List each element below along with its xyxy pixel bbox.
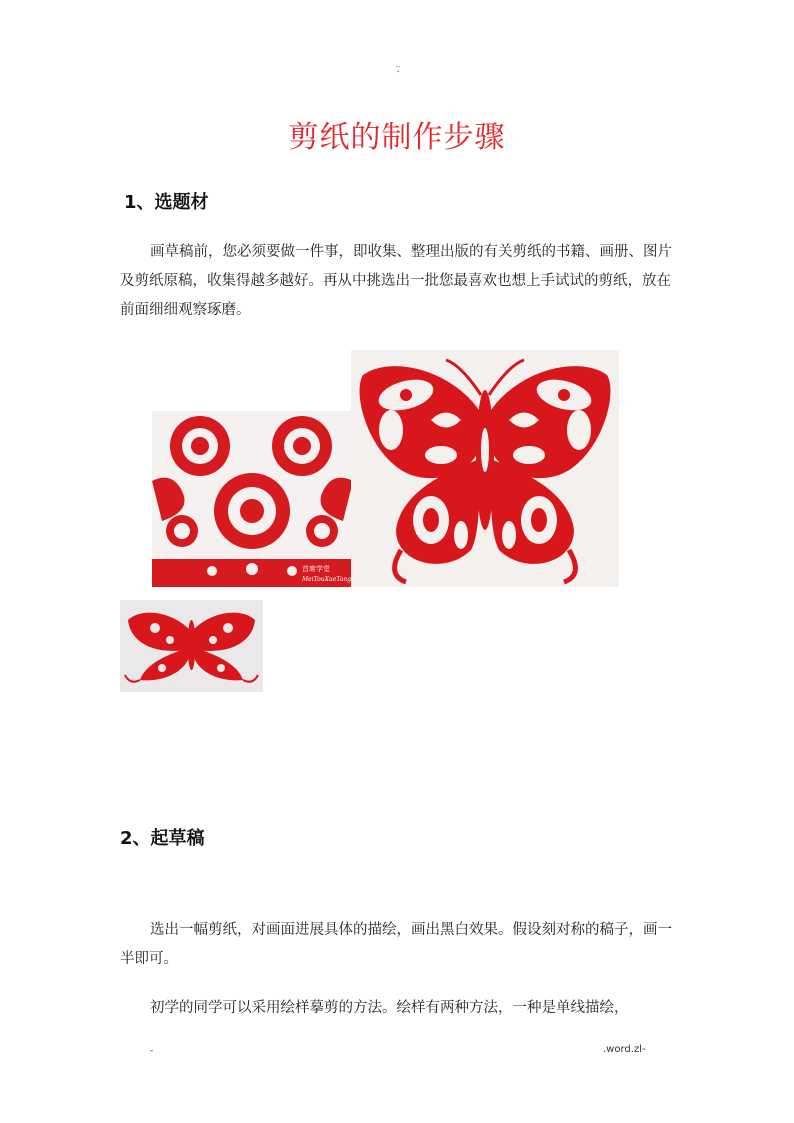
section2-heading: 2、起草稿 xyxy=(120,828,205,849)
section2-paragraph2: 初学的同学可以采用绘样摹剪的方法。绘样有两种方法，一种是单线描绘， xyxy=(150,1000,629,1016)
butterfly-papercut-large-image xyxy=(351,350,619,587)
peony-papercut-image xyxy=(152,411,353,587)
header-mark-top: .. xyxy=(395,61,401,69)
header-mark-bottom: - xyxy=(396,68,400,76)
footer-right: .word.zl- xyxy=(603,1044,646,1055)
peony-watermark-text: MeiTouXueTang xyxy=(302,576,352,583)
peony-stamp-text: 首席学堂 xyxy=(302,565,330,573)
section2-paragraph1: 选出一幅剪纸，对画面进展具体的描绘，画出黑白效果。假设刻对称的稿子，画一半即可。 xyxy=(120,922,672,967)
header-mark xyxy=(391,62,405,76)
footer-left: - xyxy=(150,1046,154,1056)
page-title: 剪纸的制作步骤 xyxy=(288,120,506,155)
butterfly-papercut-small-image xyxy=(120,600,263,692)
section1-paragraph: 画草稿前，您必须要做一件事，即收集、整理出版的有关剪纸的书籍、画册、图片及剪纸原稿，收集得越多越好。再从中挑选出一批您最喜欢也想上手试试的剪纸，放在前面细细观察琢磨。 xyxy=(120,244,672,318)
section1-heading: 1、选题材 xyxy=(124,192,209,213)
